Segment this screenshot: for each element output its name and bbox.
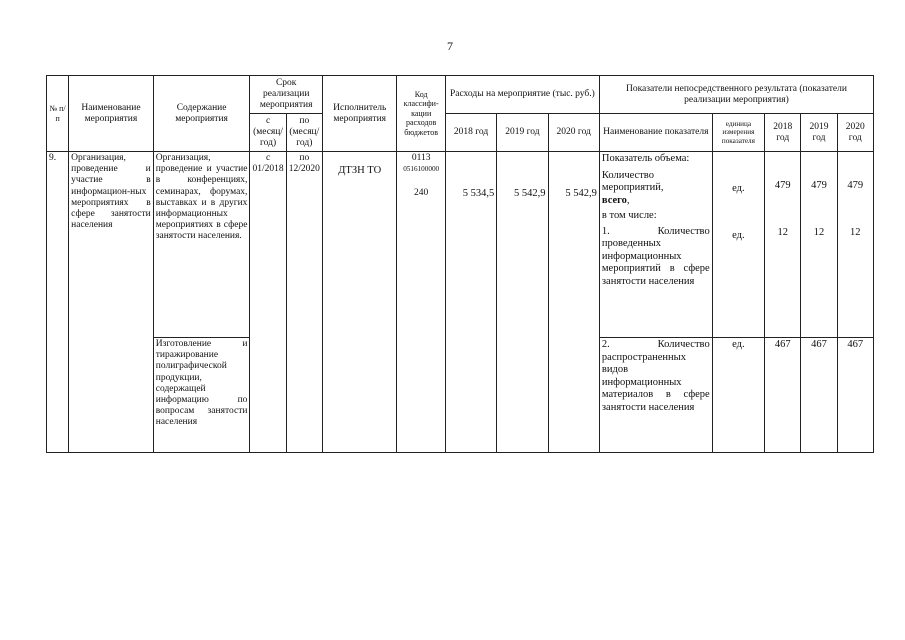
- executor: [322, 152, 397, 453]
- activities-table: [46, 75, 874, 453]
- expense-2018-value: 5 534,5: [462, 188, 495, 199]
- table-row: [47, 152, 874, 338]
- value-total-2018: 479: [774, 180, 791, 191]
- value2-2018: 467: [765, 338, 801, 453]
- value-sub-2019: 12: [813, 226, 825, 238]
- value-sub-2018: 12: [777, 226, 788, 238]
- unit-2: ед.: [712, 338, 764, 453]
- page-number: 7: [447, 39, 453, 53]
- header-expense-2020: 2020 год: [548, 114, 599, 152]
- header-indicator-name: Наименование показателя: [599, 114, 712, 152]
- value-total-2019: 479: [811, 180, 827, 191]
- header-period-from: с (месяц/ год): [250, 114, 286, 152]
- expense-2018: [445, 152, 496, 453]
- header-unit: единица измерения показателя: [712, 114, 764, 152]
- indicator-including: в том числе:: [601, 210, 657, 221]
- value-2020-cell: [837, 152, 873, 338]
- header-value-2020: 2020 год: [837, 114, 873, 152]
- header-value-2018: 2018 год: [765, 114, 801, 152]
- header-executor: Исполнитель мероприятия: [322, 76, 397, 152]
- header-content: Содержание мероприятия: [153, 76, 250, 152]
- header-expense-2018: 2018 год: [445, 114, 496, 152]
- header-expenses: Расходы на мероприятие (тыс. руб.): [445, 76, 599, 114]
- budget-code-2: 0516100000: [403, 165, 440, 174]
- header-period: Срок реализации мероприятия: [250, 76, 323, 114]
- header-period-to: по (месяц/ год): [286, 114, 322, 152]
- row-number: 9.: [47, 152, 69, 453]
- expense-2019-value: 5 542,9: [514, 188, 546, 199]
- unit-cell: [712, 152, 764, 338]
- indicator-title: Показатель объема:: [601, 153, 690, 164]
- value-sub-2020: 12: [850, 226, 861, 238]
- indicator-total-bold: всего: [601, 194, 627, 206]
- budget-code-1: 0113: [411, 153, 431, 163]
- value-2018-cell: [765, 152, 801, 338]
- header-num: № п/п: [47, 76, 69, 152]
- unit-total: ед.: [732, 183, 745, 194]
- header-code: Код классифи-кации расходов бюджетов: [397, 76, 445, 152]
- activity-name: Организация, проведение и участие в информацион-ных мероприятиях в сфере занятости населения: [69, 152, 154, 453]
- indicator-total-text: Количество мероприятий,: [601, 169, 664, 193]
- header-expense-2019: 2019 год: [497, 114, 548, 152]
- value2-2019: 467: [801, 338, 837, 453]
- expense-2020-value: 5 542,9: [565, 188, 597, 199]
- header-indicators: Показатели непосредственного результата (показатели реализации мероприятия): [599, 76, 873, 114]
- indicator-total: [602, 170, 710, 208]
- indicator-sub-1: 1. Количество проведенных информационных мероприятий в сфере занятости населения: [601, 225, 710, 287]
- expense-2020: [548, 152, 599, 453]
- header-name: Наименование мероприятия: [69, 76, 154, 152]
- value-total-2020: 479: [847, 180, 864, 191]
- activity-content: Организация, проведение и участие в конференциях, семинарах, форумах, выставках и в других информационных мероприятиях в сфере занятости населения.: [153, 152, 250, 338]
- header-value-2019: 2019 год: [801, 114, 837, 152]
- budget-code-3: 240: [414, 188, 429, 199]
- activity-content-2: Изготовление и тиражирование полиграфической продукции, содержащей информацию по вопросам занятости населения: [153, 338, 250, 453]
- value-2019-cell: [801, 152, 837, 338]
- period-to: по 12/2020: [286, 152, 322, 453]
- value2-2020: 467: [837, 338, 873, 453]
- budget-code: [397, 152, 445, 453]
- header-row-1: [47, 76, 874, 114]
- indicator-volume: [599, 152, 712, 338]
- indicator-distributed: 2. Количество распространенных видов информационных материалов в сфере занятости населения: [599, 338, 712, 453]
- unit-sub: ед.: [732, 229, 745, 241]
- executor-name: ДТЗН ТО: [338, 165, 382, 176]
- expense-2019: [497, 152, 548, 453]
- indicator-total-tail: ,: [626, 194, 630, 206]
- period-from: с 01/2018: [250, 152, 286, 453]
